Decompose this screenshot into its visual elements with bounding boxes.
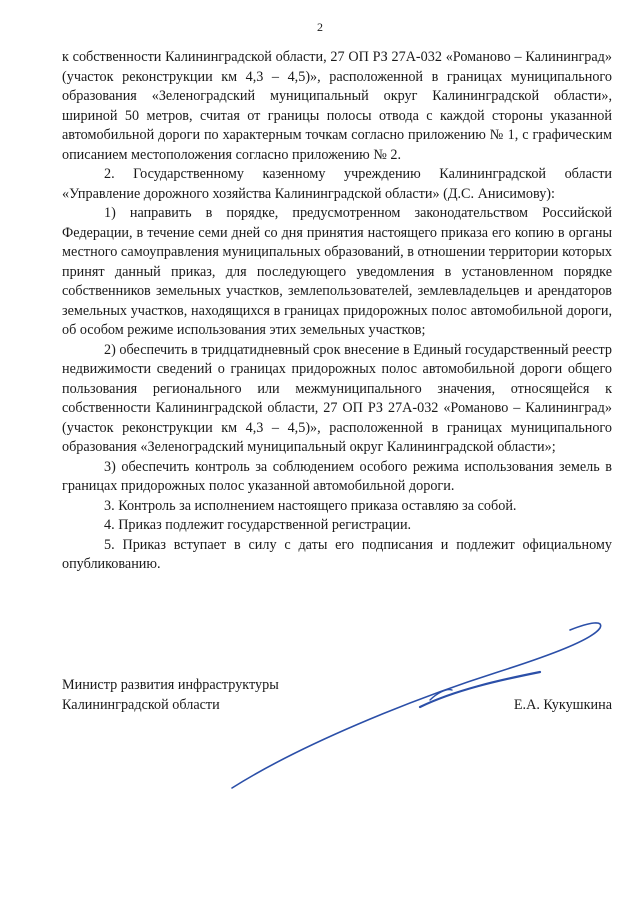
signatory-role-line-1: Министр развития инфраструктуры (62, 677, 279, 693)
paragraph-item-3: 3. Контроль за исполнением настоящего приказа оставляю за собой. (104, 497, 517, 514)
paragraph-item-5: 5. Приказ вступает в силу с даты его подписания и подлежит официальному опубликованию. (62, 536, 612, 572)
paragraph-item-4: 4. Приказ подлежит государственной регистрации. (104, 517, 412, 533)
signature-block (62, 676, 612, 715)
paragraph-subitem-3: 3) обеспечить контроль за соблюдением особого режима использования земель в границах придорожных полос указанной автомобильной дороги. (62, 458, 612, 494)
signatory-name: Е.А. Кукушкина (513, 696, 612, 713)
page-number: 2 (317, 20, 323, 34)
paragraph-subitem-2: 2) обеспечить в тридцатидневный срок внесение в Единый государственный реестр недвижимости сведений о границах придорожных полос автомобильной дороги общего пользования регионального или межмуниципального значения, относящейся к собственности Калининградской области, 27 ОП РЗ 27А-032 «Романово – Калининград» (участок реконструкции км 4,3 – 4,5)», расположенной в границах муниципального образования «Зеленоградский муниципальный округ Калининградской области»; (62, 341, 612, 455)
signatory-role-line-2: Калининградской области (62, 696, 220, 713)
paragraph-subitem-1: 1) направить в порядке, предусмотренном законодательством Российской Федерации, в течение семи дней со дня принятия настоящего приказа его копию в органы местного самоуправления муниципальных образований, в отношении территории которых принят данный приказ, для последующего уведомления в установленном порядке собственников земельных участков, землепользователей, землевладельцев и арендаторов земельных участков, находящихся в границах придорожных полос автомобильной дороги, об особом режиме использования этих земельных участков; (62, 205, 612, 338)
paragraph-continuation: к собственности Калининградской области, 27 ОП РЗ 27А-032 «Романово – Калининград» (участок реконструкции км 4,3 – 4,5)», расположенной в границах муниципального образования «Зеленоградский муниципальный округ Калининградской области», шириной 50 метров, считая от границы полосы отвода с каждой стороны указанной автомобильной дороги по характерным точкам согласно приложению № 1, с графическим описанием местоположения согласно приложению № 2. (62, 49, 612, 163)
paragraph-item-2: 2. Государственному казенному учреждению Калининградской области «Управление дорожного хозяйства Калининградской области» (Д.С. Анисимову): (62, 166, 612, 202)
